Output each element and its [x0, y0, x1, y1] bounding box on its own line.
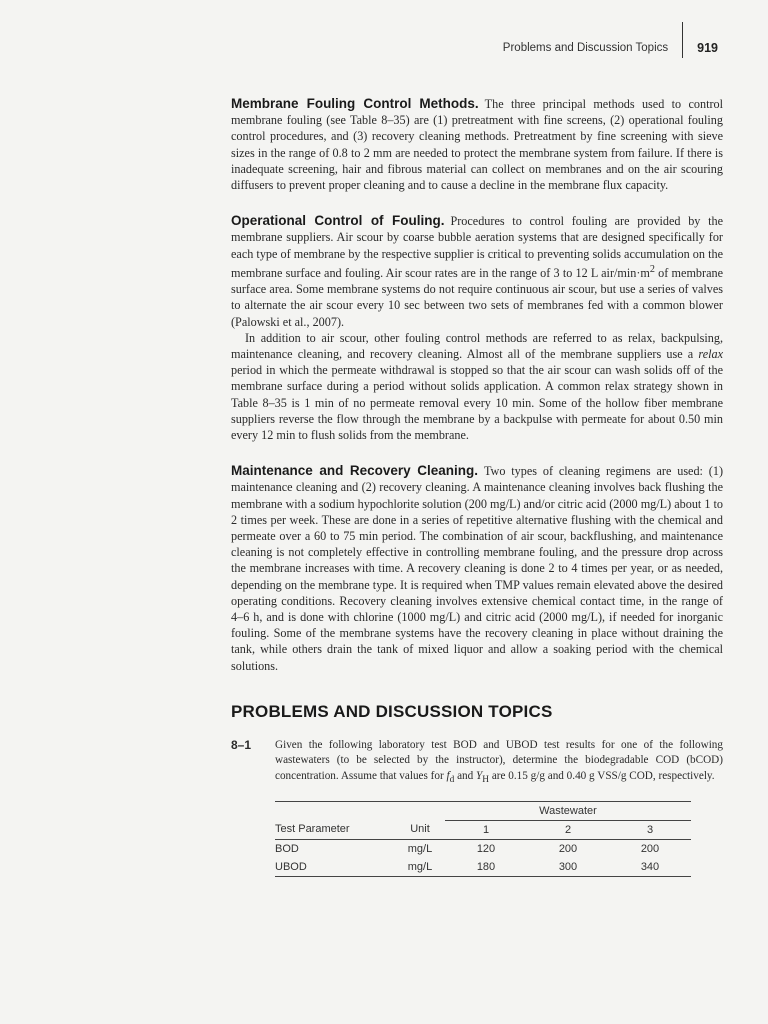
table-cell: 200 — [558, 842, 578, 855]
paragraph-text: of membrane surface area. Some membrane systems do not require continuous air scour, but use a series of valves to alternate the air scour every 10 sec between two sets of membranes fed with a common blower (Palowski et al., 2007). — [231, 265, 723, 329]
variable: Y — [476, 769, 483, 782]
table-cell: mg/L — [395, 858, 445, 877]
runin-heading: Membrane Fouling Control Methods. — [231, 96, 479, 111]
paragraph-text: The three principal methods used to control membrane fouling (see Table 8–35) are (1) pretreatment with fine screens, (2) operational fouling control procedures, and (3) recovery cleaning methods. Pretreatment by fine screening with sieve sizes in the range of 0.8 to 2 mm are needed to protect the membrane system from failure. If there is inadequate screening, hair and fibrous material can collect on membranes and on the air scouring diffusers to prevent proper cleaning and to cause a decline in the membrane flux capacity. — [231, 97, 724, 193]
table-group-row — [275, 801, 691, 820]
section-heading: PROBLEMS AND DISCUSSION TOPICS — [231, 701, 553, 721]
superscript: 2 — [649, 263, 655, 275]
column-header: Unit — [395, 820, 445, 839]
subscript: H — [482, 775, 490, 785]
header-section-title: Problems and Discussion Topics — [502, 42, 669, 54]
header-divider — [682, 22, 683, 58]
italic-term: relax — [698, 346, 723, 361]
column-header: Test Parameter — [275, 820, 395, 839]
table-cell: 340 — [609, 858, 691, 877]
table-header-row — [275, 820, 691, 839]
table-cell: 200 — [640, 842, 660, 855]
runin-heading: Maintenance and Recovery Cleaning. — [231, 463, 478, 479]
problem-text-part: and — [454, 769, 477, 782]
column-header: 2 — [527, 820, 609, 839]
column-header: 1 — [445, 820, 527, 839]
table-cell: BOD — [275, 842, 299, 855]
paragraph-text: In addition to air scour, other fouling control methods are referred to as relax, backpulsing, maintenance cleaning, and recovery cleaning. Almost all of the membrane suppliers use a — [231, 330, 723, 361]
paragraph-maintenance-recovery — [231, 463, 723, 674]
paragraph-text: period in which the permeate withdrawal is stopped so that the air scour can wash solids off of the membrane surface during a period without solids application. A common relax strategy shown in Table 8–35 is 1 min of no permeate removal every 10 min. Some of the hollow fiber membrane suppliers reverse the flow through the membrane by a backpulse with permeate for about 0.50 min every 12 min to flush solids from the membrane. — [231, 363, 723, 442]
runin-heading: Operational Control of Fouling. — [231, 213, 445, 229]
table-row — [275, 858, 691, 877]
table-cell: 300 — [527, 858, 609, 877]
table-cell: 180 — [445, 858, 527, 877]
paragraph-operational-control-continued — [231, 330, 723, 443]
problem-8-1 — [231, 738, 723, 789]
paragraph-operational-control — [231, 213, 723, 329]
wastewater-table — [275, 801, 691, 877]
page-number: 919 — [697, 41, 718, 55]
paragraph-text: Procedures to control fouling are provided by the membrane suppliers. Air scour by coarse bubble aeration systems that are designed specifically for each type of membrane by the respective supplier is critical to preventing solids accumulation on the membrane surface and fouling. Air scour rates are in the range of 3 to 12 L air/min·m — [231, 214, 723, 280]
table-cell: 120 — [476, 842, 496, 855]
problem-text — [275, 738, 723, 789]
variable: f — [446, 769, 450, 782]
problem-text-part: are 0.15 g/g and 0.40 g VSS/g COD, respectively. — [489, 769, 715, 782]
problem-number: 8–1 — [231, 737, 252, 752]
subscript: d — [449, 775, 455, 785]
table-cell: mg/L — [407, 842, 433, 855]
column-header: 3 — [609, 820, 691, 839]
paragraph-membrane-fouling-control — [231, 96, 723, 193]
table-cell: UBOD — [275, 858, 395, 877]
paragraph-text: Two types of cleaning regimens are used: (1) maintenance cleaning and (2) recovery cleaning. A maintenance cleaning involves back flushing the membrane with a sodium hypochlorite solution (200 mg/L) and/or citric acid (2000 mg/L) about 1 to 2 times per week. These are done in a series of repetitive alternative flushing with the chemical and permeate over a 60 to 75 min period. The combination of air scour, backflushing, and maintenance cleaning is not completely effective in controlling membrane fouling, and the pressure drop across the membrane increases with time. A recovery cleaning is done 2 to 4 times per year, or as needed, depending on the membrane type. It is required when TMP values remain elevated above the desired operating conditions. Recovery cleaning involves extensive chemical contact time, in the range of 4–6 h, and is done with chlorine (1000 mg/L) and citric acid (2000 mg/L), if needed for inorganic fouling. Some of the membrane systems have the recovery cleaning in place without draining the tank, while others drain the tank of mixed liquor and allow a soaking period with the chemical solutions. — [231, 464, 723, 673]
table-row — [275, 839, 691, 858]
table-group-header: Wastewater — [445, 801, 691, 820]
problem-text-part: Given the following laboratory test BOD and UBOD test results for one of the following wastewaters (to be selected by the instructor), determine the biodegradable COD (bCOD) concentration. Assume that values for — [275, 738, 723, 782]
main-content — [231, 96, 723, 877]
running-header — [503, 38, 718, 58]
